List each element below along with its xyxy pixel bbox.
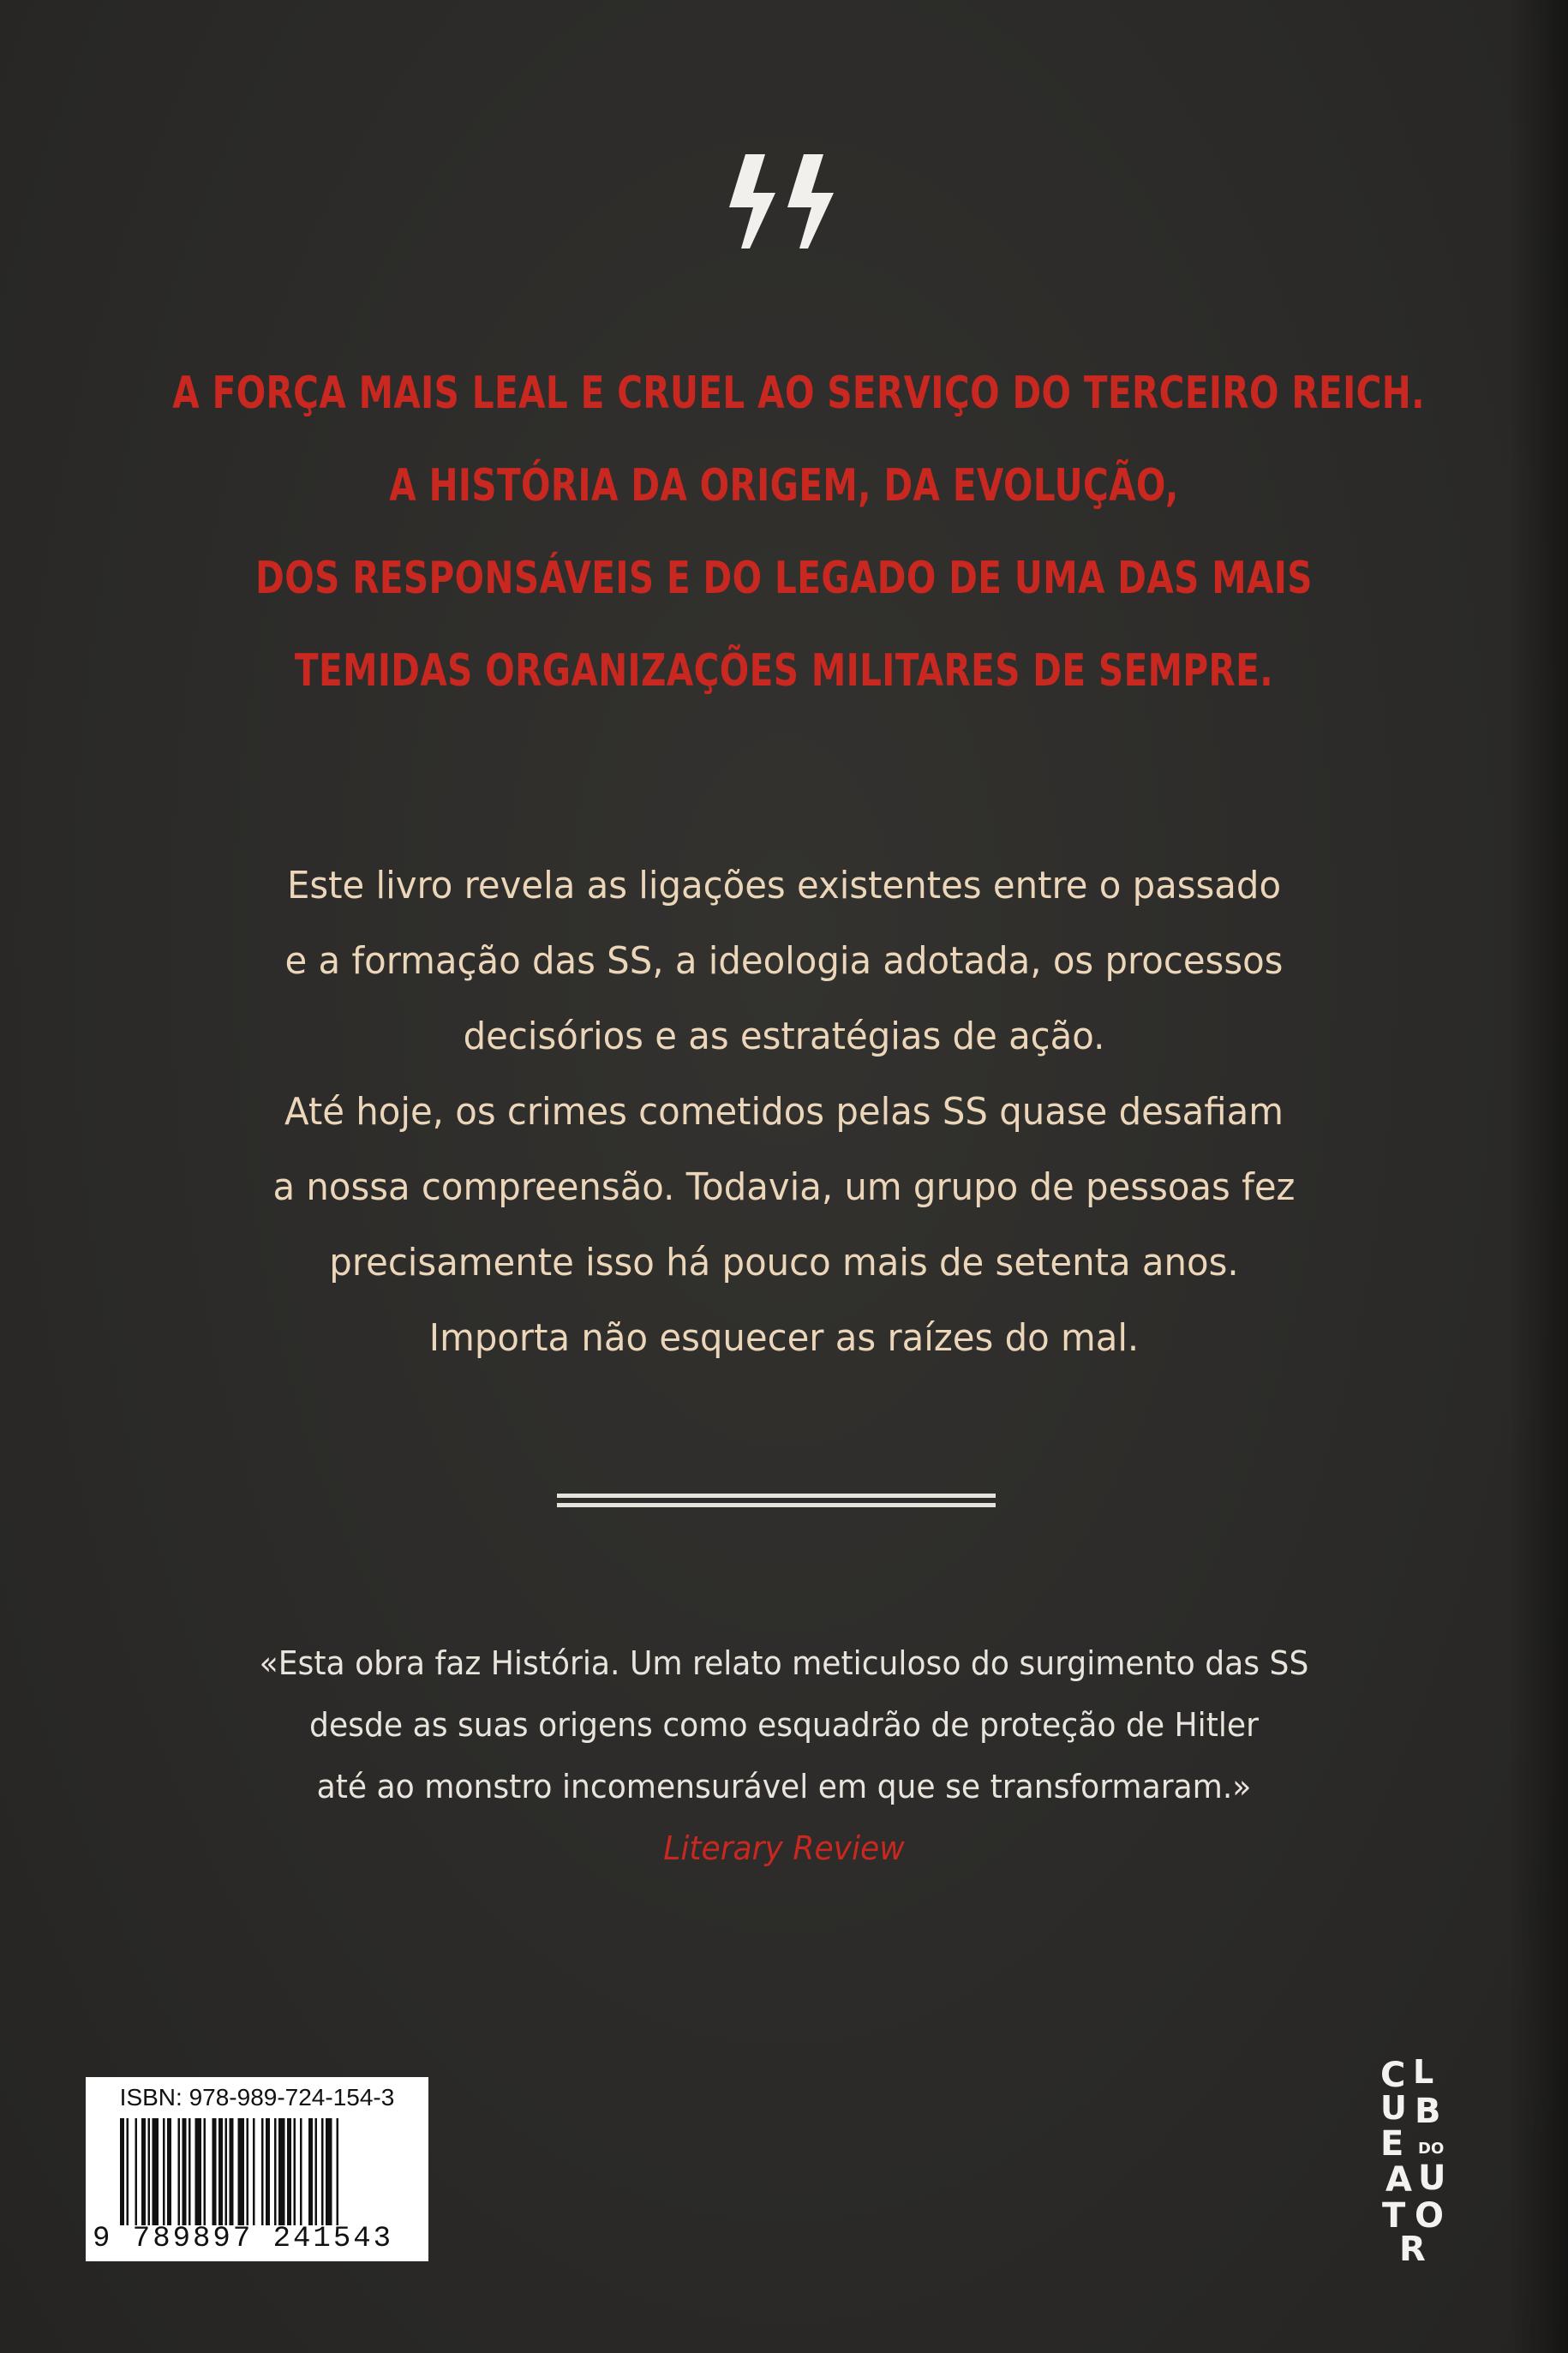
blurb-line: Importa não esquecer as raízes do mal.	[428, 1316, 1140, 1360]
svg-text:U: U	[1418, 2158, 1446, 2198]
blurb-line: a nossa compreensão. Todavia, um grupo de pessoas fez	[272, 1165, 1296, 1209]
review-quote	[39, 1632, 1529, 1879]
double-rule-divider	[557, 1494, 996, 1507]
barcode-digits: 9 789897 241543	[93, 2223, 394, 2255]
blurb-line: Até hoje, os crimes cometidos pelas SS quase desafiam	[284, 1090, 1284, 1134]
clube-do-autor-logo-icon	[1375, 2052, 1452, 2262]
blurb-line: Este livro revela as ligações existentes entre o passado	[286, 864, 1282, 907]
tagline-line: A HISTÓRIA DA ORIGEM, DA EVOLUÇÃO,	[389, 460, 1179, 512]
blurb-line: precisamente isso há pouco mais de setenta anos.	[329, 1241, 1239, 1284]
svg-text:L: L	[1413, 2053, 1434, 2091]
tagline-line: DOS RESPONSÁVEIS E DO LEGADO DE UMA DAS MAIS	[255, 553, 1313, 604]
svg-text:DO: DO	[1418, 2140, 1445, 2158]
tagline-line: A FORÇA MAIS LEAL E CRUEL AO SERVIÇO DO TERCEIRO REICH.	[172, 368, 1425, 419]
tagline	[172, 347, 1425, 717]
blurb-line: decisórios e as estratégias de ação.	[463, 1015, 1105, 1058]
isbn-barcode-box	[86, 2077, 428, 2261]
barcode-icon	[120, 2118, 403, 2225]
quote-line: até ao monstro incomensurável em que se transformaram.»	[316, 1768, 1252, 1805]
svg-text:T: T	[1382, 2196, 1406, 2236]
isbn-label: ISBN: 978-989-724-154-3	[119, 2084, 395, 2111]
svg-text:A: A	[1385, 2160, 1412, 2200]
svg-text:U: U	[1380, 2089, 1407, 2127]
quote-line: desde as suas origens como esquadrão de proteção de Hitler	[309, 1706, 1259, 1744]
svg-text:O: O	[1415, 2196, 1445, 2236]
tagline-line: TEMIDAS ORGANIZAÇÕES MILITARES DE SEMPRE.	[294, 645, 1274, 697]
ss-runes-emblem-icon	[715, 154, 844, 248]
quote-line: «Esta obra faz História. Um relato meticuloso do surgimento das SS	[259, 1644, 1309, 1682]
svg-text:C: C	[1380, 2056, 1406, 2095]
blurb-line: e a formação das SS, a ideologia adotada, os processos	[284, 939, 1284, 983]
svg-text:R: R	[1399, 2230, 1426, 2262]
svg-text:E: E	[1380, 2124, 1404, 2164]
blurb	[39, 848, 1529, 1376]
quote-source: Literary Review	[663, 1829, 905, 1867]
svg-text:B: B	[1415, 2092, 1441, 2131]
